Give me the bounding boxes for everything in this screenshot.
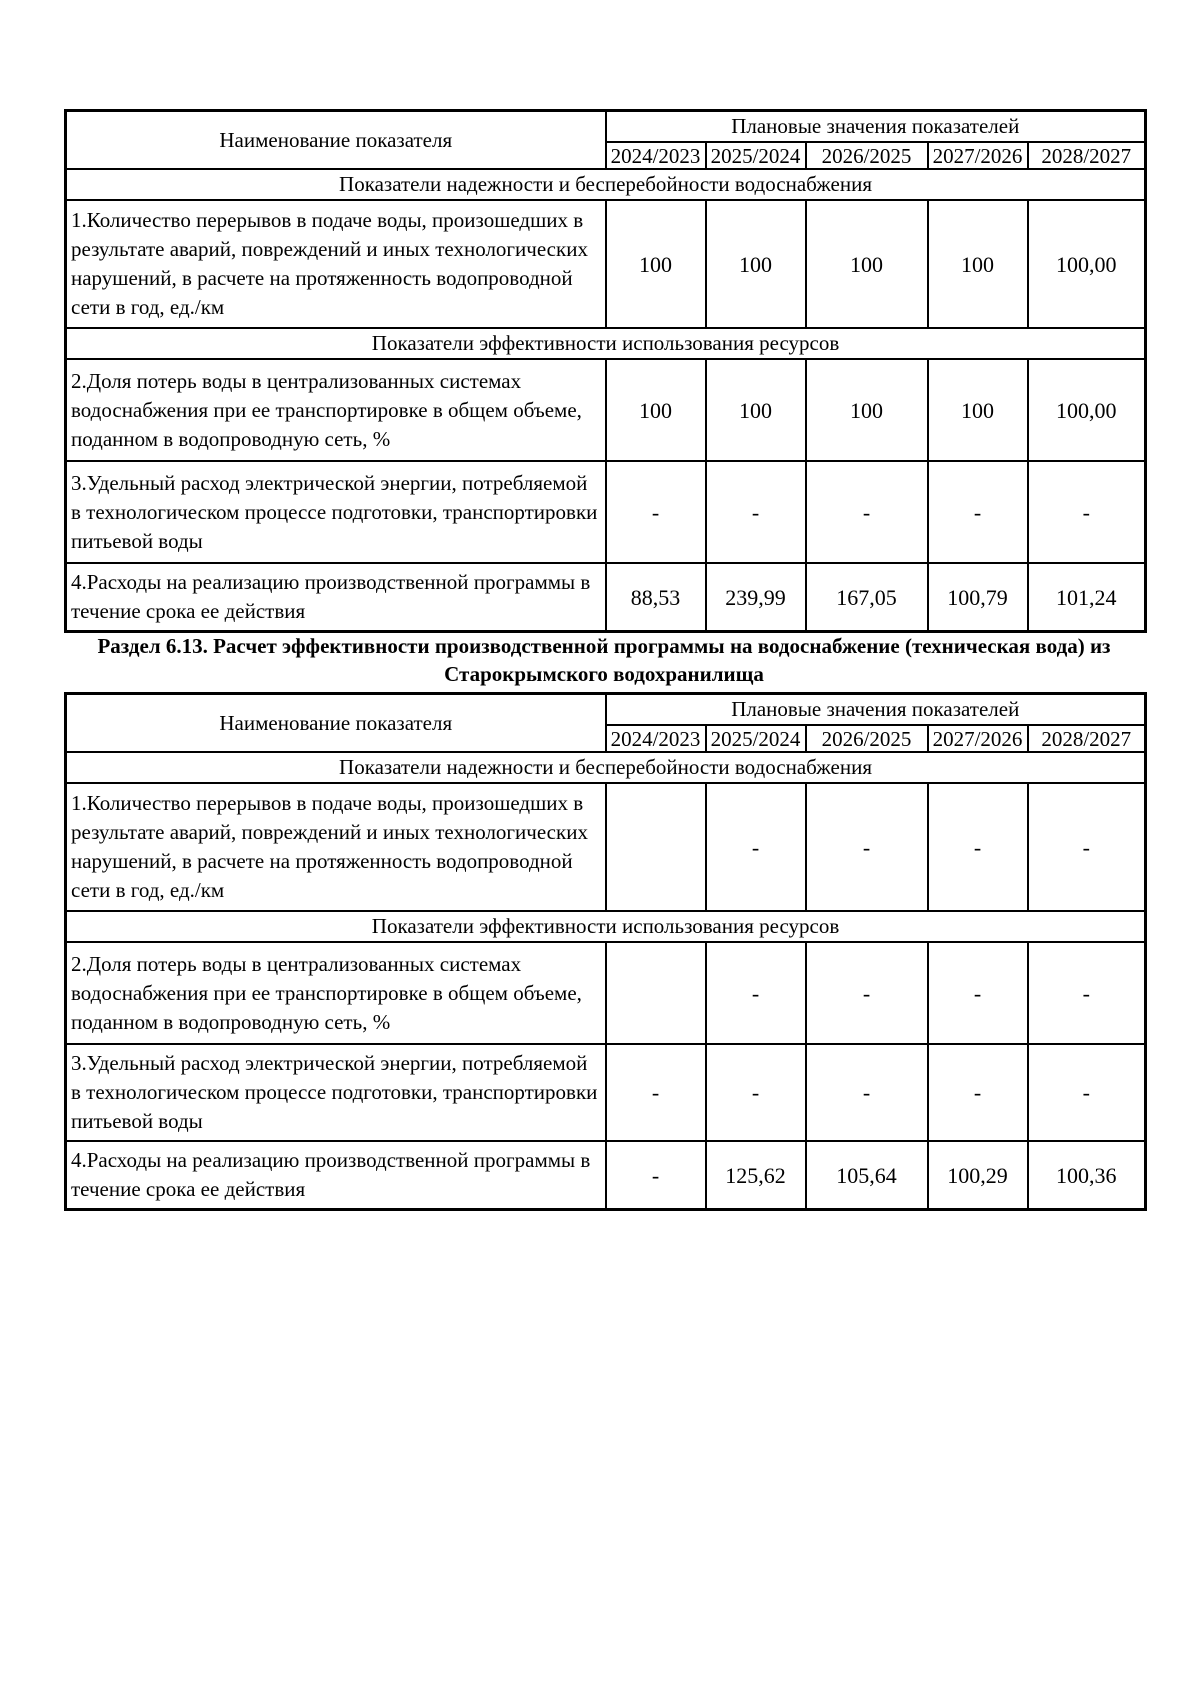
value-cell: 100,36 (1028, 1141, 1146, 1210)
value-cell: 239,99 (706, 563, 806, 632)
year-header: 2028/2027 (1028, 725, 1146, 752)
value-cell: - (928, 1044, 1028, 1141)
value-cell: 100 (706, 359, 806, 461)
value-cell: 100,00 (1028, 359, 1146, 461)
value-cell: - (1028, 942, 1146, 1044)
value-cell: 100 (806, 359, 928, 461)
value-cell: 100,79 (928, 563, 1028, 632)
indicator-name: 4.Расходы на реализацию производственной программы в течение срока ее действия (66, 563, 606, 632)
value-cell: 100 (706, 200, 806, 328)
table-row (66, 1044, 1146, 1141)
indicator-name: 2.Доля потерь воды в централизованных системах водоснабжения при ее транспортировке в общем объеме, поданном в водопроводную сеть, % (66, 359, 606, 461)
indicator-name: 1.Количество перерывов в подаче воды, произошедших в результате аварий, повреждений и иных технологических нарушений, в расчете на протяженность водопроводной сети в год, ед./км (66, 200, 606, 328)
value-cell: 100,00 (1028, 200, 1146, 328)
value-cell: 101,24 (1028, 563, 1146, 632)
value-cell: - (806, 783, 928, 911)
indicator-column-header: Наименование показателя (66, 111, 606, 170)
value-cell: 167,05 (806, 563, 928, 632)
value-cell: - (928, 942, 1028, 1044)
value-cell: 100 (928, 200, 1028, 328)
value-cell (606, 783, 706, 911)
year-header: 2025/2024 (706, 725, 806, 752)
table-row (66, 563, 1146, 632)
year-header: 2025/2024 (706, 142, 806, 169)
value-cell: - (706, 942, 806, 1044)
value-cell: - (706, 1044, 806, 1141)
indicator-name: 4.Расходы на реализацию производственной программы в течение срока ее действия (66, 1141, 606, 1210)
value-cell: - (806, 461, 928, 563)
value-cell: - (928, 461, 1028, 563)
section-row-efficiency: Показатели эффективности использования ресурсов (66, 328, 1146, 359)
value-cell: - (1028, 461, 1146, 563)
table-row (66, 1141, 1146, 1210)
value-cell: 100 (606, 200, 706, 328)
year-header: 2028/2027 (1028, 142, 1146, 169)
value-cell: 88,53 (606, 563, 706, 632)
planned-values-header: Плановые значения показателей (606, 694, 1146, 726)
value-cell: 125,62 (706, 1141, 806, 1210)
value-cell: 100,29 (928, 1141, 1028, 1210)
year-header: 2027/2026 (928, 725, 1028, 752)
value-cell: 100 (606, 359, 706, 461)
value-cell: - (928, 783, 1028, 911)
indicator-name: 1.Количество перерывов в подаче воды, произошедших в результате аварий, повреждений и иных технологических нарушений, в расчете на протяженность водопроводной сети в год, ед./км (66, 783, 606, 911)
table-row (66, 200, 1146, 328)
indicator-column-header: Наименование показателя (66, 694, 606, 753)
year-header: 2024/2023 (606, 725, 706, 752)
table-row (66, 783, 1146, 911)
year-header: 2026/2025 (806, 142, 928, 169)
value-cell: - (706, 783, 806, 911)
indicator-name: 2.Доля потерь воды в централизованных системах водоснабжения при ее транспортировке в общем объеме, поданном в водопроводную сеть, % (66, 942, 606, 1044)
table-row (66, 942, 1146, 1044)
section-row-reliability: Показатели надежности и бесперебойности водоснабжения (66, 752, 1146, 783)
year-header: 2026/2025 (806, 725, 928, 752)
value-cell: 100 (806, 200, 928, 328)
value-cell: - (1028, 1044, 1146, 1141)
table-row (66, 461, 1146, 563)
value-cell: 100 (928, 359, 1028, 461)
indicators-table-1 (64, 109, 1147, 633)
value-cell: - (806, 1044, 928, 1141)
year-header: 2024/2023 (606, 142, 706, 169)
value-cell: - (706, 461, 806, 563)
value-cell: - (606, 461, 706, 563)
table-row (66, 359, 1146, 461)
section-heading: Раздел 6.13. Расчет эффективности производственной программы на водоснабжение (техническая вода) из Старокрымского водохранилища (97, 634, 1111, 686)
section-row-efficiency: Показатели эффективности использования ресурсов (66, 911, 1146, 942)
year-header: 2027/2026 (928, 142, 1028, 169)
value-cell: - (606, 1044, 706, 1141)
value-cell: - (606, 1141, 706, 1210)
indicators-table-2 (64, 692, 1147, 1211)
value-cell: - (1028, 783, 1146, 911)
section-row-reliability: Показатели надежности и бесперебойности водоснабжения (66, 169, 1146, 200)
indicator-name: 3.Удельный расход электрической энергии, потребляемой в технологическом процессе подготовки, транспортировки питьевой воды (66, 461, 606, 563)
planned-values-header: Плановые значения показателей (606, 111, 1146, 143)
indicator-name: 3.Удельный расход электрической энергии, потребляемой в технологическом процессе подготовки, транспортировки питьевой воды (66, 1044, 606, 1141)
value-cell: 105,64 (806, 1141, 928, 1210)
value-cell (606, 942, 706, 1044)
value-cell: - (806, 942, 928, 1044)
